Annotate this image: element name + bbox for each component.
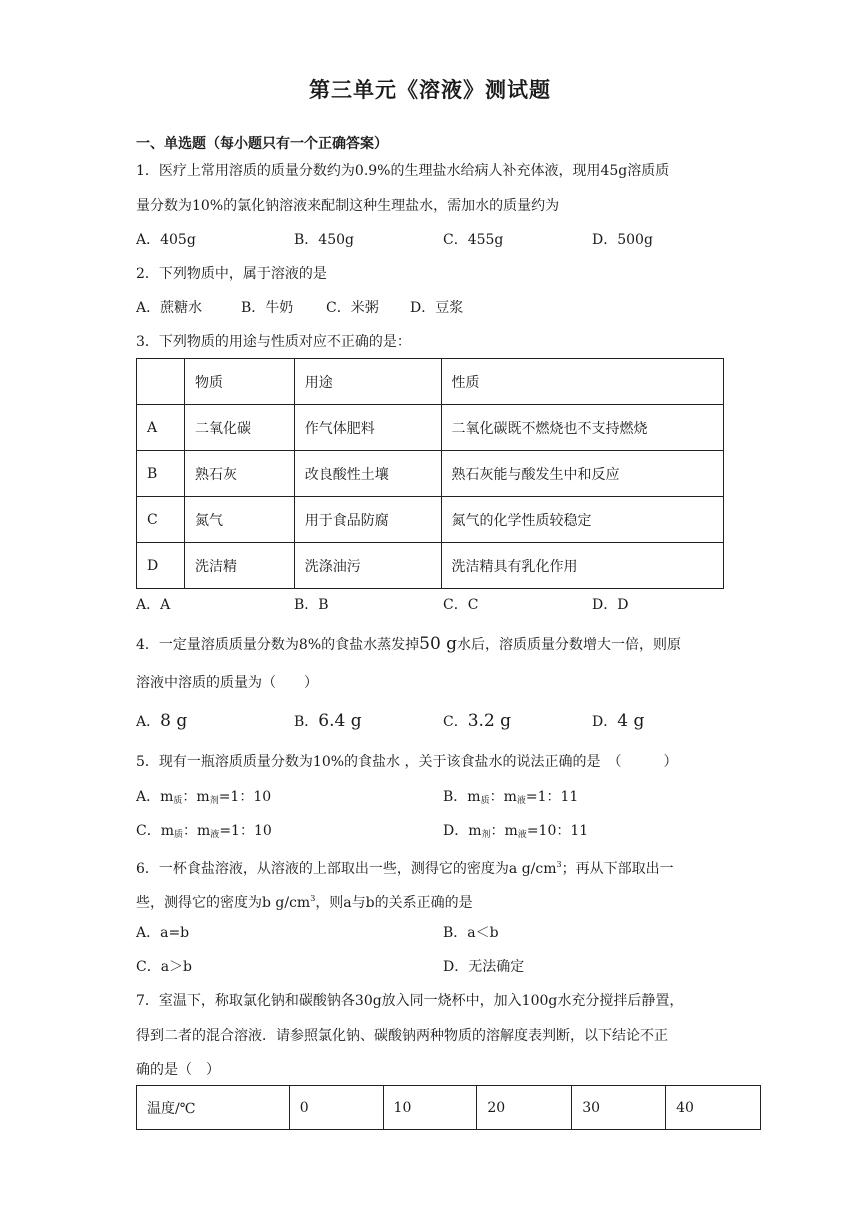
q3-option-c: C．C (443, 597, 479, 613)
q4-option-letter: B． (294, 714, 319, 730)
q5-option-text: ：m (490, 823, 518, 839)
q5-subscript: 液 (517, 830, 527, 840)
q6-line1-start: 6．一杯食盐溶液，从溶液的上部取出一些，测得它的密度为a g/cm (136, 861, 557, 877)
q5-subscript: 剂 (209, 796, 219, 806)
q5-option-d (443, 821, 588, 845)
q4-option-d (592, 711, 644, 732)
q5-option-text: =1：10 (219, 823, 272, 839)
table-cell: 氮气的化学性质较稳定 (441, 497, 723, 543)
table-cell: 熟石灰 (184, 451, 294, 497)
q6-option-a: A．a=b (136, 925, 190, 941)
q2-option-d: D．豆浆 (410, 300, 464, 316)
q2-option-c: C．米粥 (326, 300, 379, 316)
q1-option-a: A．405g (136, 232, 196, 248)
table-cell: 改良酸性土壤 (294, 451, 441, 497)
q5-option-text: ：m (182, 789, 210, 805)
table-row (137, 405, 724, 451)
q6-line1-end: ；再从下部取出一 (561, 861, 674, 877)
q6-line1 (136, 855, 674, 879)
q3-table (136, 358, 724, 589)
q5-option-text: ：m (489, 789, 517, 805)
table-cell: B (137, 451, 185, 497)
table-cell: 洗洁精具有乳化作用 (441, 543, 723, 589)
q5-option-text: =1：10 (218, 789, 272, 805)
q4-option-letter: A． (136, 714, 161, 730)
table-row (137, 497, 724, 543)
table-cell: 氮气 (184, 497, 294, 543)
q5-option-text: ：m (183, 823, 211, 839)
q6-option-b: B．a＜b (443, 925, 499, 941)
q5-option-text: D．m (443, 823, 482, 839)
q5-option-text: =10：11 (526, 823, 589, 839)
q7-solubility-table (136, 1085, 761, 1130)
q4-option-value: 4 g (617, 711, 645, 731)
q3-header-cell (137, 359, 185, 405)
q7-line3: 确的是（ ） (136, 1062, 220, 1078)
q4-option-letter: C． (443, 714, 468, 730)
q6-option-c: C．a＞b (136, 959, 193, 975)
q5-subscript: 液 (210, 830, 220, 840)
q6-superscript: 3 (310, 894, 316, 903)
section-heading: 一、单选题（每小题只有一个正确答案） (136, 136, 388, 152)
q4-option-b (294, 711, 362, 732)
table-cell: 二氧化碳既不燃烧也不支持燃烧 (441, 405, 723, 451)
table-cell: 10 (383, 1086, 477, 1130)
q4-option-value: 6.4 g (318, 711, 362, 731)
q5-subscript: 剂 (481, 830, 491, 840)
q4-option-a (136, 711, 187, 732)
q3-table-header-row (137, 359, 724, 405)
q4-line2: 溶液中溶质的质量为（ ） (136, 675, 318, 691)
table-cell: 洗涤油污 (294, 543, 441, 589)
table-row (137, 1086, 761, 1130)
q5-option-a (136, 787, 271, 811)
q1-line1: 1．医疗上常用溶质的质量分数约为0.9%的生理盐水给病人补充体液，现用45g溶质质 (136, 163, 670, 179)
q5-option-text: C．m (136, 823, 174, 839)
q5-stem: 5．现有一瓶溶质质量分数为10%的食盐水 ，关于该食盐水的说法正确的是 （ ） (136, 754, 678, 770)
q5-option-text: B．m (443, 789, 481, 805)
q5-subscript: 质 (174, 830, 184, 840)
q7-line1: 7．室温下，称取氯化钠和碳酸钠各30g放入同一烧杯中，加入100g水充分搅拌后静置， (136, 993, 684, 1009)
table-cell: D (137, 543, 185, 589)
table-cell: A (137, 405, 185, 451)
table-cell: 用于食品防腐 (294, 497, 441, 543)
q3-option-a: A．A (136, 597, 171, 613)
q6-line2-start: 些，测得它的密度为b g/cm (136, 895, 311, 911)
table-cell: 20 (477, 1086, 572, 1130)
table-cell: C (137, 497, 185, 543)
q5-option-text: =1：11 (525, 789, 579, 805)
q3-stem: 3．下列物质的用途与性质对应不正确的是： (136, 334, 411, 350)
q4-line1 (136, 634, 681, 655)
q4-mass-value: 50 g (419, 634, 458, 654)
q3-header-cell: 用途 (294, 359, 441, 405)
q4-line1-end: 水后，溶质质量分数增大一倍，则原 (457, 637, 682, 653)
q3-option-b: B．B (294, 597, 329, 613)
q2-stem: 2．下列物质中，属于溶液的是 (136, 266, 327, 282)
q4-option-letter: D． (592, 714, 618, 730)
q6-superscript: 3 (556, 860, 562, 869)
q4-option-value: 8 g (160, 711, 188, 731)
q3-option-d: D．D (592, 597, 629, 613)
table-cell: 作气体肥料 (294, 405, 441, 451)
q5-subscript: 质 (173, 796, 183, 806)
q1-option-b: B．450g (294, 232, 354, 248)
q5-option-text: A．m (136, 789, 174, 805)
q1-option-c: C．455g (443, 232, 504, 248)
q2-option-a: A．蔗糖水 (136, 300, 203, 316)
table-cell: 40 (666, 1086, 761, 1130)
q5-subscript: 液 (516, 796, 526, 806)
q2-option-b: B．牛奶 (241, 300, 294, 316)
table-cell: 洗洁精 (184, 543, 294, 589)
table-row (137, 451, 724, 497)
q3-header-cell: 性质 (441, 359, 723, 405)
table-cell: 温度/℃ (137, 1086, 290, 1130)
q1-option-d: D．500g (592, 232, 653, 248)
q6-line2-end: ，则a与b的关系正确的是 (315, 895, 473, 911)
q4-option-value: 3.2 g (467, 711, 512, 731)
q7-line2: 得到二者的混合溶液．请参照氯化钠、碳酸钠两种物质的溶解度表判断，以下结论不正 (136, 1028, 668, 1044)
q6-option-d: D．无法确定 (443, 959, 525, 975)
document-title: 第三单元《溶液》测试题 (309, 78, 551, 102)
q3-header-cell: 物质 (184, 359, 294, 405)
q5-option-b (443, 787, 578, 811)
table-cell: 0 (289, 1086, 383, 1130)
q5-subscript: 质 (480, 796, 490, 806)
q6-line2 (136, 889, 473, 913)
table-cell: 熟石灰能与酸发生中和反应 (441, 451, 723, 497)
table-cell: 二氧化碳 (184, 405, 294, 451)
table-row (137, 543, 724, 589)
q4-line1-start: 4．一定量溶质质量分数为8%的食盐水蒸发掉 (136, 637, 420, 653)
q1-line2: 量分数为10%的氯化钠溶液来配制这种生理盐水，需加水的质量约为 (136, 198, 560, 214)
table-cell: 30 (572, 1086, 666, 1130)
q5-option-c (136, 821, 272, 845)
q4-option-c (443, 711, 511, 732)
